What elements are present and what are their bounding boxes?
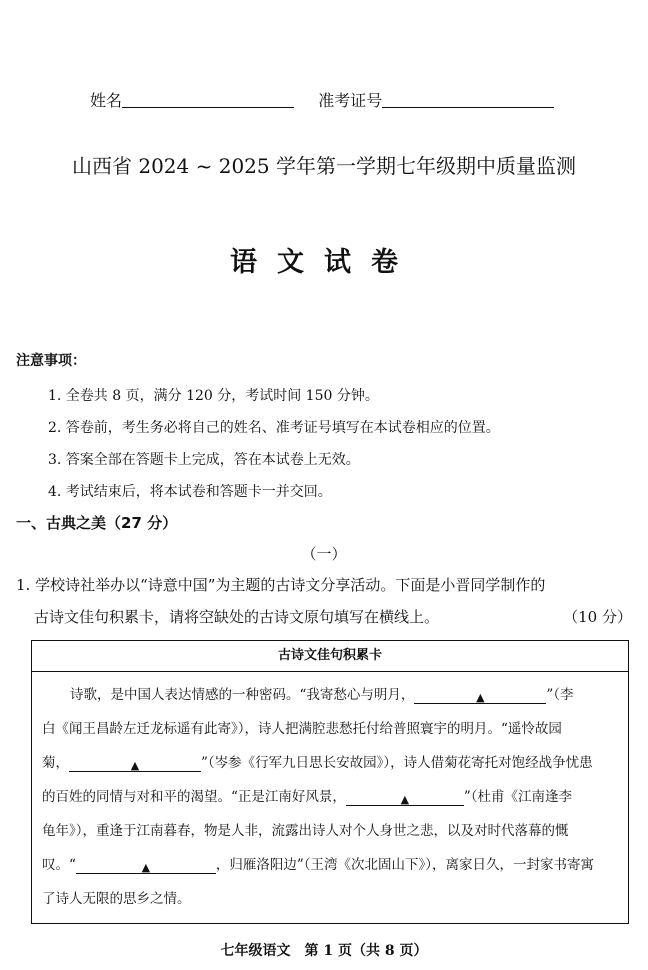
card-title: 古诗文佳句积累卡 — [32, 641, 628, 672]
card-text: 的百姓的同情与对和平的渴望。“正是江南好风景， — [42, 789, 346, 805]
page-footer: 七年级语文 第 1 页（共 8 页） — [220, 943, 428, 959]
question-1-score: （10 分） — [563, 608, 632, 626]
card-line: 白《闻王昌龄左迁龙标遥有此寄》），诗人把满腔悲愁托付给普照寰宇的明月。“遥怜故园 — [42, 721, 562, 737]
exam-id-label: 准考证号 — [318, 91, 383, 110]
note-item: 1. 全卷共 8 页，满分 120 分，考试时间 150 分钟。 — [48, 388, 379, 404]
card-text: ”（杜甫《江南逢李 — [463, 789, 573, 805]
section-title: 一、古典之美（27 分） — [16, 514, 178, 532]
card-text: ”（岑参《行军九日思长安故园》），诗人借菊花寄托对饱经战争忧患 — [201, 755, 593, 771]
question-1-text-cont: 古诗文佳句积累卡，请将空缺处的古诗文原句填写在横线上。 — [34, 608, 440, 626]
exam-title: 山西省 2024 ~ 2025 学年第一学期七年级期中质量监测 — [72, 154, 576, 178]
card-text: 诗歌，是中国人表达情感的一种密码。“我寄愁心与明月， — [70, 687, 415, 703]
card-text: 叹。“ — [42, 857, 76, 873]
answer-blank-2[interactable] — [69, 757, 201, 772]
part-label: （一） — [301, 545, 347, 563]
card-text: ，归雁洛阳边”（王湾《次北固山下》），离家日久，一封家书寄寓 — [215, 857, 595, 873]
name-label: 姓名 — [90, 91, 123, 110]
notes-heading: 注意事项： — [16, 353, 86, 369]
candidate-info-line — [90, 88, 554, 111]
note-item: 2. 答卷前，考生务必将自己的姓名、准考证号填写在本试卷相应的位置。 — [48, 420, 500, 436]
poetry-card — [31, 640, 629, 924]
answer-blank-1[interactable] — [414, 689, 546, 704]
answer-blank-4[interactable] — [76, 859, 216, 874]
note-item: 4. 考试结束后，将本试卷和答题卡一并交回。 — [48, 484, 332, 500]
name-blank[interactable] — [122, 93, 294, 108]
blank-marker-icon: ▲ — [476, 691, 485, 704]
card-text: 菊， — [42, 755, 69, 771]
blank-marker-icon: ▲ — [141, 861, 151, 874]
blank-marker-icon: ▲ — [400, 793, 410, 806]
subject-title: 语文试卷 — [230, 247, 418, 278]
note-item: 3. 答案全部在答题卡上完成，答在本试卷上无效。 — [48, 452, 360, 468]
card-line — [42, 853, 594, 874]
question-1-text: 1. 学校诗社举办以“诗意中国”为主题的古诗文分享活动。下面是小晋同学制作的 — [16, 576, 546, 594]
card-line: 了诗人无限的思乡之情。 — [42, 891, 191, 907]
card-line: 龟年》），重逢于江南暮春，物是人非，流露出诗人对个人身世之悲，以及对时代落幕的慨 — [42, 823, 569, 839]
card-line — [42, 785, 572, 806]
card-text: ”（李 — [546, 687, 574, 703]
answer-blank-3[interactable] — [346, 791, 464, 806]
blank-marker-icon: ▲ — [130, 759, 140, 772]
card-line — [42, 683, 574, 704]
card-line — [42, 751, 593, 772]
exam-id-blank[interactable] — [382, 93, 554, 108]
